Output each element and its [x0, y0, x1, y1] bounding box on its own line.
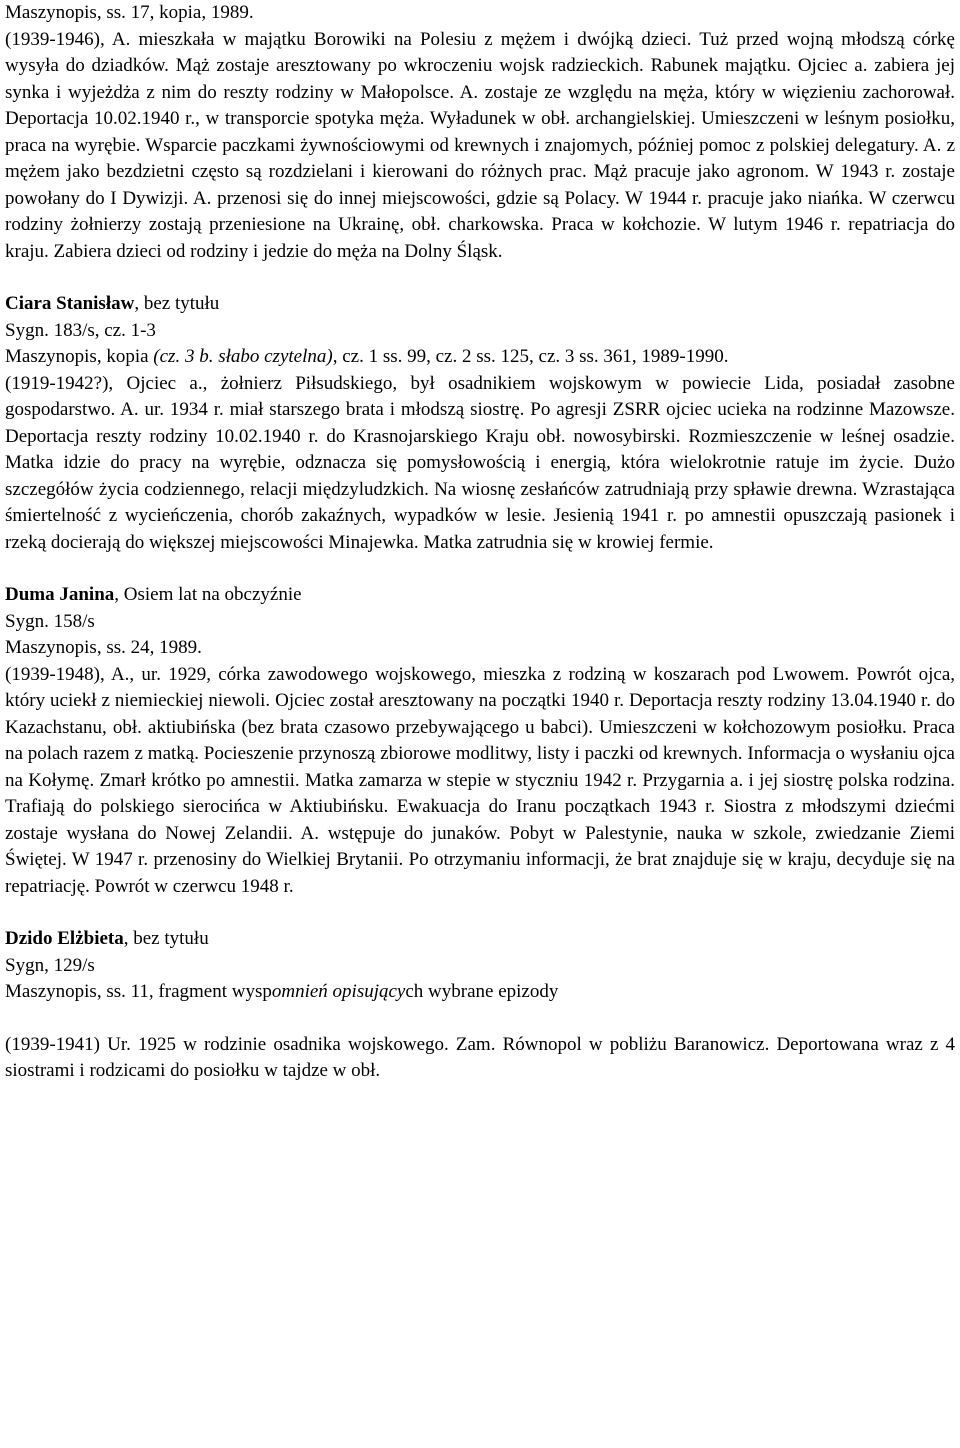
spacer [5, 556, 955, 582]
entry-signature: Sygn. 158/s [5, 610, 95, 632]
entry-ciara [5, 291, 955, 556]
entry-signature: Sygn, 129/s [5, 954, 95, 976]
entry-author: Dzido Elżbieta [5, 928, 124, 949]
entry-heading [5, 926, 955, 953]
document-page [5, 0, 955, 1085]
entry-author: Duma Janina [5, 584, 115, 605]
entry-source-note: omnień opisujący [271, 981, 406, 1002]
entry-source-note: (cz. 3 b. słabo czytelna) [153, 346, 333, 367]
entry-heading [5, 291, 955, 318]
entry-author: Ciara Stanisław [5, 293, 135, 314]
entry-source-details: , cz. 1 ss. 99, cz. 2 ss. 125, cz. 3 ss. 361, 1989-1990. [332, 346, 729, 367]
entry-title: , bez tytułu [123, 928, 209, 949]
lead-summary: (1939-1946), A. mieszkała w majątku Borowiki na Polesiu z mężem i dwójką dzieci. Tuż przed wojną młodszą córkę wysyła do dziadków. Mąż zostaje aresztowany po wkroczeniu wojsk radzieckich. Rabunek majątku. Ojciec a. zabiera jej synka i wyjeżdża z nim do reszty rodziny w Małopolsce. A. zostaje ze względu na męża, który w więzieniu zachorował. Deportacja 10.02.1940 r., w transporcie spotyka męża. Wyładunek w obł. archangielskiej. Umieszczeni w leśnym posiołku, praca na wyrębie. Wsparcie paczkami żywnościowymi od krewnych i znajomych, później pomoc z polskiej delegatury. A. z mężem jako bezdzietni często są rozdzielani i kierowani do różnych prac. Mąż pracuje jako agronom. W 1943 r. zostaje powołany do I Dywizji. A. przenosi się do innej miejscowości, gdzie są Polacy. W 1944 r. pracuje jako niańka. W czerwcu rodziny żołnierzy zostają przeniesione na Ukrainę, obł. charkowska. Praca w kołchozie. W lutym 1946 r. repatriacja do kraju. Zabiera dzieci od rodziny i jedzie do męża na Dolny Śląsk. [5, 28, 955, 262]
entry-source [5, 635, 955, 662]
entry-dzido [5, 926, 955, 1085]
entry-source-text: Maszynopis, ss. 24, 1989. [5, 637, 202, 658]
entry-duma [5, 582, 955, 900]
entry-signature: Sygn. 183/s, cz. 1-3 [5, 319, 156, 341]
entry-source [5, 979, 955, 1006]
entry-source-text: Maszynopis, ss. 11, fragment wysp [5, 981, 272, 1002]
entry-heading [5, 582, 955, 609]
entry-source-text: Maszynopis, kopia [5, 346, 154, 367]
spacer [5, 1006, 955, 1032]
entry-title: , bez tytułu [134, 293, 220, 314]
entry-summary: (1919-1942?), Ojciec a., żołnierz Piłsudskiego, był osadnikiem wojskowym w powiecie Lida, posiadał zasobne gospodarstwo. A. ur. 1934 r. miał starszego brata i młodszą siostrę. Po agresji ZSRR ojciec ucieka na rodzinne Mazowsze. Deportacja reszty rodziny 10.02.1940 r. do Krasnojarskiego Kraju obł. nowosybirski. Rozmieszczenie w leśnej osadzie. Matka idzie do pracy na wyrębie, odznacza się pomysłowością i energią, która wielokrotnie ratuje im życie. Dużo szczegółów życia codziennego, relacji międzyludzkich. Na wiosnę zesłańców zatrudniają przy spławie drewna. Wzrastająca śmiertelność z wycieńczenia, chorób zakaźnych, wypadków w lesie. Jesienią 1941 r. po amnestii opuszczają pasionek i rzeką docierają do większej miejscowości Minajewka. Matka zatrudnia się w krowiej fermie. [5, 372, 955, 553]
spacer [5, 900, 955, 926]
entry-summary: (1939-1941) Ur. 1925 w rodzinie osadnika wojskowego. Zam. Równopol w pobliżu Baranowicz. Deportowana wraz z 4 siostrami i rodzicami do posiołku w tajdze w obł. [5, 1033, 955, 1081]
spacer [5, 265, 955, 291]
entry-title: , Osiem lat na obczyźnie [114, 584, 302, 605]
entry-source [5, 344, 955, 371]
entry-source-details: ch wybrane epizody [405, 981, 559, 1002]
lead-source: Maszynopis, ss. 17, kopia, 1989. [5, 2, 254, 23]
entry-summary: (1939-1948), A., ur. 1929, córka zawodowego wojskowego, mieszka z rodziną w koszarach pod Lwowem. Powrót ojca, który uciekł z niemieckiej niewoli. Ojciec został aresztowany na początki 1940 r. Deportacja reszty rodziny 13.04.1940 r. do Kazachstanu, obł. aktiubińska (bez brata czasowo przebywającego u babci). Umieszczeni w kołchozowym posiołku. Praca na polach razem z matką. Pocieszenie przynoszą zbiorowe modlitwy, listy i paczki od krewnych. Informacja o wysłaniu ojca na Kołymę. Zmarł krótko po amnestii. Matka zamarza w stepie w styczniu 1942 r. Przygarnia a. i jej siostrę polska rodzina. Trafiają do polskiego sierocińca w Aktiubińsku. Ewakuacja do Iranu początkach 1943 r. Siostra z młodszymi dziećmi zostaje wysłana do Nowej Zelandii. A. wstępuje do junaków. Pobyt w Palestynie, nauka w szkole, zwiedzanie Ziemi Świętej. W 1947 r. przenosiny do Wielkiej Brytanii. Po otrzymaniu informacji, że brat znajduje się w kraju, decyduje się na repatriację. Powrót w czerwcu 1948 r. [5, 663, 955, 897]
